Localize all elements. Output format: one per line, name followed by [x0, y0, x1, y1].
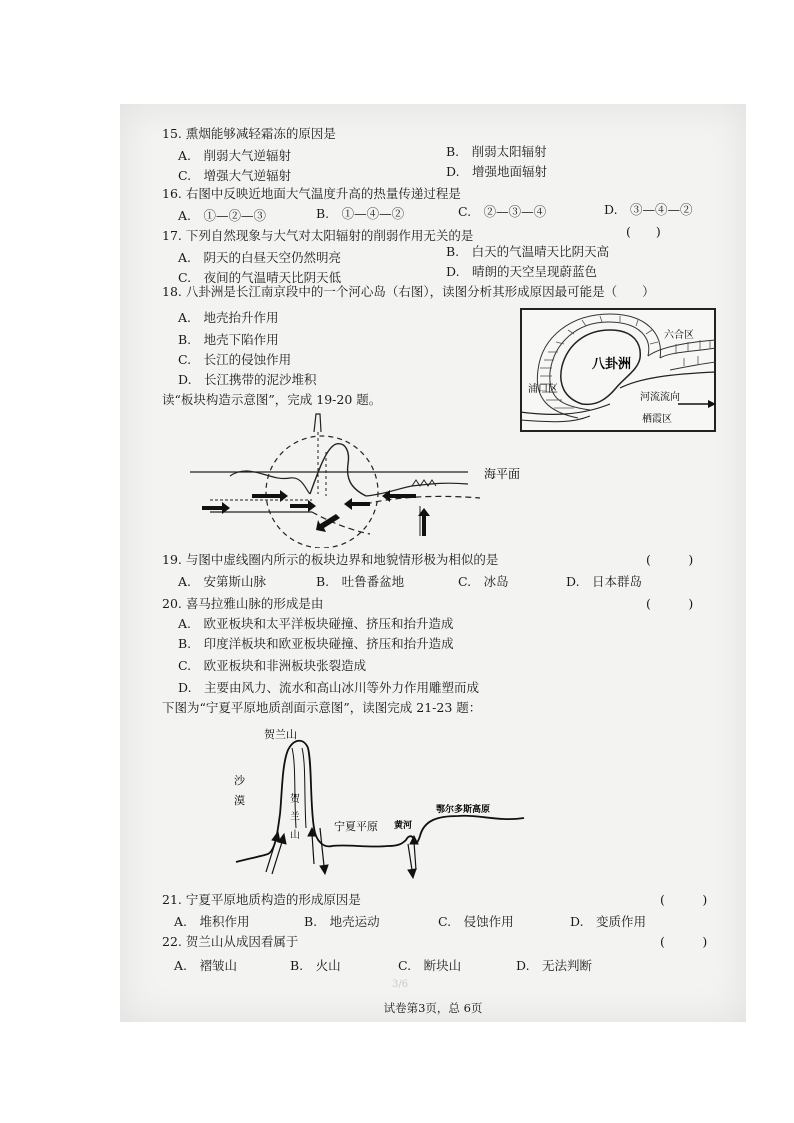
- q15-option-a: A. 削弱大气逆辐射: [178, 148, 292, 163]
- q16-option-a: A. ①—②—③: [178, 208, 267, 223]
- q17-option-a: A. 阴天的白昼天空仍然明亮: [178, 250, 342, 265]
- district-label-qixia: 栖霞区: [642, 414, 672, 425]
- q15-option-b: B. 削弱太阳辐射: [446, 144, 547, 159]
- q20-option-b: B. 印度洋板块和欧亚板块碰撞、挤压和抬升造成: [178, 636, 454, 651]
- q19-option-d: D. 日本群岛: [566, 574, 643, 589]
- page-footer: 试卷第3页，总 6页: [383, 1001, 483, 1015]
- q17-option-b: B. 白天的气温晴天比阴天高: [446, 244, 610, 259]
- desert-label-1: 沙: [234, 774, 245, 787]
- plateau-label: 鄂尔多斯高原: [436, 805, 491, 815]
- q22-stem: 22. 贺兰山从成因看属于: [162, 934, 299, 949]
- q17-option-c: C. 夜间的气温晴天比阴天低: [178, 270, 342, 285]
- read-21-23: 下图为“宁夏平原地质剖面示意图”，读图完成 21-23 题：: [162, 700, 482, 715]
- q17-stem: 17. 下列自然现象与大气对太阳辐射的削弱作用无关的是: [162, 228, 474, 243]
- district-label-pukou: 浦口区: [528, 384, 558, 395]
- mountain-top-label: 贺兰山: [264, 728, 297, 741]
- plate-tectonics-diagram: [190, 412, 610, 548]
- q21-option-c: C. 侵蚀作用: [438, 914, 514, 929]
- q15-option-d: D. 增强地面辐射: [446, 164, 548, 179]
- mountain-label-3: 山: [290, 830, 300, 841]
- page-watermark: 3/6: [392, 979, 409, 990]
- q21-option-a: A. 堆积作用: [174, 914, 250, 929]
- q16-option-c: C. ②—③—④: [458, 204, 547, 219]
- q22-answer-paren: ( ): [660, 934, 708, 949]
- boundary-circle: [266, 436, 378, 548]
- q22-option-d: D. 无法判断: [516, 958, 593, 973]
- q19-option-a: A. 安第斯山脉: [178, 574, 267, 589]
- river-label: 黄河: [394, 821, 413, 831]
- q19-option-c: C. 冰岛: [458, 574, 509, 589]
- q16-option-b: B. ①—④—②: [316, 206, 405, 221]
- q20-option-a: A. 欧亚板块和太平洋板块碰撞、挤压和抬升造成: [178, 616, 454, 631]
- q16-option-d: D. ③—④—②: [604, 202, 693, 217]
- q22-option-b: B. 火山: [290, 958, 341, 973]
- district-label-liuhe: 六合区: [664, 330, 694, 341]
- exam-sheet: [120, 104, 746, 1022]
- q15-option-c: C. 增强大气逆辐射: [178, 168, 292, 183]
- q18-option-a: A. 地壳抬升作用: [178, 310, 279, 325]
- sea-level-label: 海平面: [484, 467, 521, 481]
- q18-option-d: D. 长江携带的泥沙堆积: [178, 372, 317, 387]
- plain-label: 宁夏平原: [334, 820, 378, 833]
- flow-direction-label: 河流流向: [640, 392, 680, 403]
- mountain-label-1: 贺: [290, 794, 300, 805]
- q19-stem: 19. 与图中虚线圈内所示的板块边界和地貌情形极为相似的是: [162, 552, 499, 567]
- q20-answer-paren: ( ): [646, 596, 694, 611]
- q22-option-a: A. 褶皱山: [174, 958, 238, 973]
- q21-option-b: B. 地壳运动: [304, 914, 380, 929]
- q18-option-c: C. 长江的侵蚀作用: [178, 352, 292, 367]
- q20-option-d: D. 主要由风力、流水和高山冰川等外力作用雕塑而成: [178, 680, 480, 695]
- q19-option-b: B. 吐鲁番盆地: [316, 574, 405, 589]
- q18-stem: 18. 八卦洲是长江南京段中的一个河心岛（右图），读图分析其形成原因最可能是（ ）: [162, 284, 655, 299]
- q20-stem: 20. 喜马拉雅山脉的形成是由: [162, 596, 324, 611]
- q16-stem: 16. 右图中反映近地面大气温度升高的热量传递过程是: [162, 186, 461, 201]
- q20-option-c: C. 欧亚板块和非洲板块张裂造成: [178, 658, 367, 673]
- q21-stem: 21. 宁夏平原地质构造的形成原因是: [162, 892, 361, 907]
- q17-answer-paren: ( ): [626, 224, 661, 239]
- ningxia-profile-diagram: [228, 724, 528, 884]
- q21-option-d: D. 变质作用: [570, 914, 647, 929]
- q22-option-c: C. 断块山: [398, 958, 462, 973]
- q15-stem: 15. 熏烟能够减轻霜冻的原因是: [162, 126, 336, 141]
- mountain-label-2: 兰: [290, 812, 300, 823]
- q21-answer-paren: ( ): [660, 892, 708, 907]
- q18-option-b: B. 地壳下陷作用: [178, 332, 279, 347]
- island-label: 八卦洲: [592, 357, 632, 372]
- q17-option-d: D. 晴朗的天空呈现蔚蓝色: [446, 264, 598, 279]
- q19-answer-paren: ( ): [646, 552, 694, 567]
- desert-label-2: 漠: [234, 794, 245, 807]
- read-19-20: 读“板块构造示意图”，完成 19-20 题。: [162, 392, 382, 407]
